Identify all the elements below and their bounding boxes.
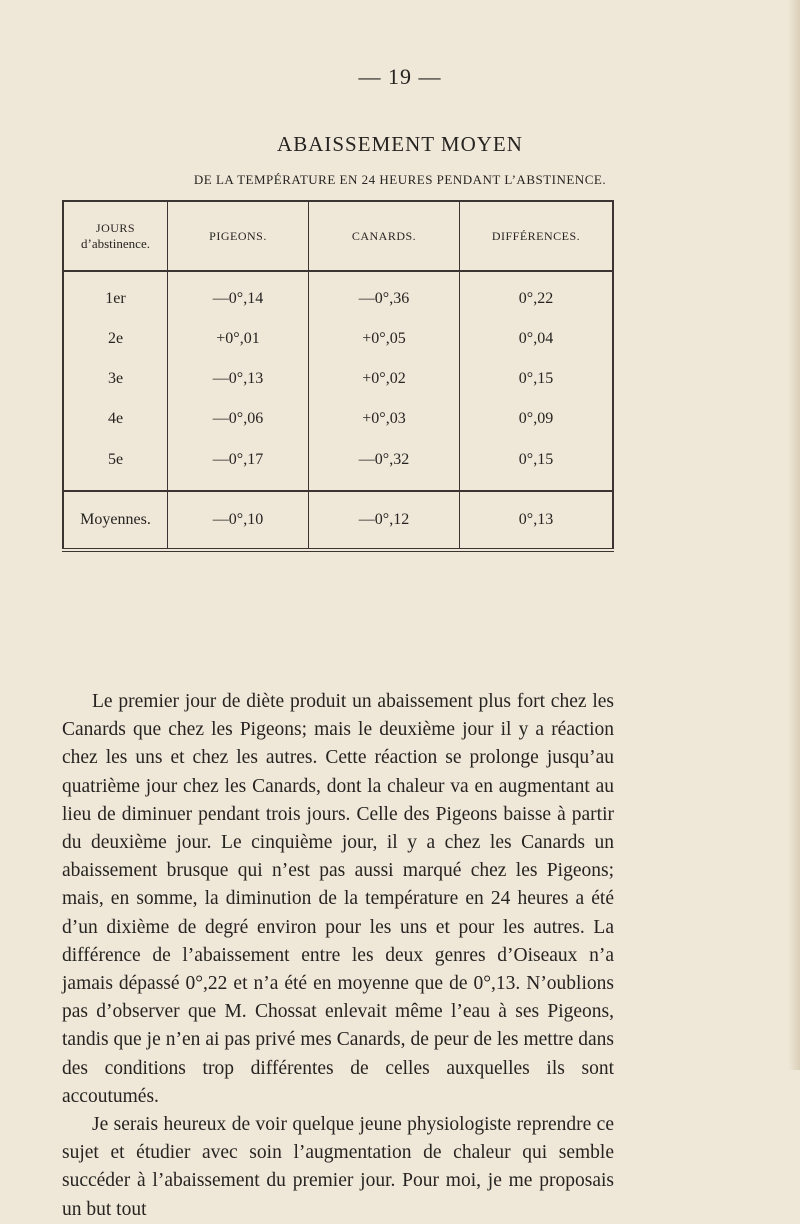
page-number: — 19 —	[358, 64, 442, 89]
cell-mean-pigeons: —0°,10	[168, 491, 309, 550]
header-differences: DIFFÉRENCES.	[460, 201, 614, 271]
table-row	[63, 319, 613, 359]
cell-pigeons: —0°,14	[168, 271, 309, 319]
cell-diff: 0°,22	[518, 290, 554, 307]
header-pigeons: PIGEONS.	[168, 201, 309, 271]
cell-canards: —0°,32	[309, 439, 460, 491]
cell-mean-label: Moyennes.	[63, 491, 168, 550]
cell-jour: 4e	[63, 399, 168, 439]
cell-diff: 0°,15	[518, 451, 554, 468]
cell-canards: —0°,36	[309, 271, 460, 319]
cell-pigeons: —0°,17	[168, 439, 309, 491]
paragraph: Je serais heureux de voir quelque jeune physiologiste reprendre ce sujet et étudier avec soin l’augmentation de chaleur qui semble succéder à l’abaissement du premier jour. Pour moi, je me proposais un but tout	[62, 1114, 614, 1220]
cell-canards: +0°,05	[309, 319, 460, 359]
header-canards: CANARDS.	[309, 201, 460, 271]
header-jours-line2: d’abstinence.	[81, 235, 150, 251]
body-text	[62, 688, 614, 1224]
cell-canards: +0°,02	[309, 359, 460, 399]
table-row	[63, 271, 613, 319]
table-header-row	[63, 201, 613, 271]
cell-mean-diff: 0°,13	[460, 491, 614, 550]
cell-jour: 1er	[63, 271, 168, 319]
temperature-table-wrap	[62, 200, 614, 680]
table-row	[63, 439, 613, 491]
header-jours-line1: JOURS	[95, 220, 136, 235]
cell-mean-canards: —0°,12	[309, 491, 460, 550]
cell-jour: 5e	[63, 439, 168, 491]
table-title: ABAISSEMENT MOYEN	[277, 132, 523, 156]
cell-jour: 2e	[63, 319, 168, 359]
page-edge	[788, 0, 800, 1070]
cell-pigeons: +0°,01	[168, 319, 309, 359]
cell-diff: 0°,15	[518, 370, 554, 387]
cell-pigeons: —0°,06	[168, 399, 309, 439]
header-jours	[63, 201, 168, 271]
cell-pigeons: —0°,13	[168, 359, 309, 399]
cell-diff: 0°,04	[518, 330, 554, 347]
table-subtitle: DE LA TEMPÉRATURE EN 24 HEURES PENDANT L’ABSTINENCE.	[193, 172, 607, 187]
cell-diff: 0°,09	[518, 410, 554, 427]
table-row	[63, 359, 613, 399]
cell-canards: +0°,03	[309, 399, 460, 439]
paragraph: Le premier jour de diète produit un abaissement plus fort chez les Canards que chez les Pigeons; mais le deuxième jour il y a réaction chez les uns et chez les autres. Cette réaction se prolonge jusqu’au quatrième jour chez les Canards, dont la chaleur va en augmentant au lieu de diminuer pendant trois jours. Celle des Pigeons baisse à partir du deuxième jour. Le cinquième jour, il y a chez les Canards un abaissement brusque qui n’est pas aussi marqué chez les Pigeons; mais, en somme, la diminution de la température en 24 heures a été d’un dixième de degré environ pour les uns et pour les autres. La différence de l’abaissement entre les deux genres d’Oiseaux n’a jamais dépassé 0°,22 et n’a été en moyenne que de 0°,13. N’oublions pas d’observer que M. Chossat enlevait même l’eau à ses Pigeons, tandis que je n’en ai pas privé mes Canards, de peur de les mettre dans des conditions trop différentes de celles auxquelles ils sont accoutumés.	[62, 691, 614, 1107]
temperature-table	[62, 200, 614, 552]
table-row	[63, 399, 613, 439]
cell-jour: 3e	[63, 359, 168, 399]
table-mean-row	[63, 491, 613, 550]
